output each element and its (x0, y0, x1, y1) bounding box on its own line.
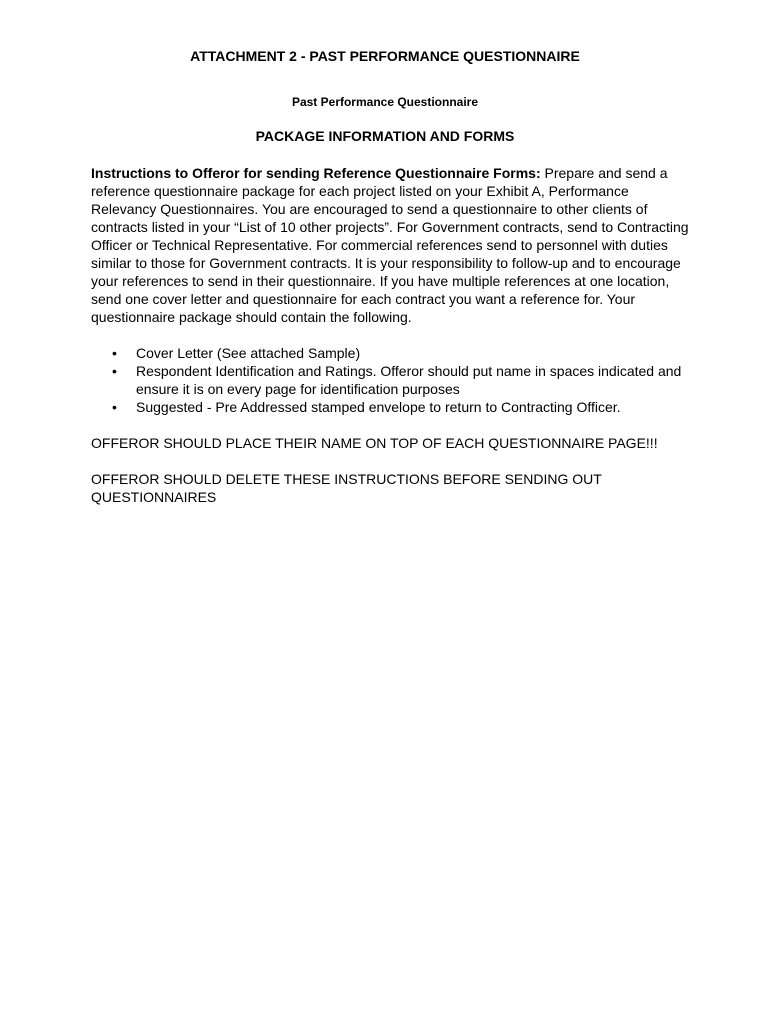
list-item (91, 344, 691, 362)
instructions-label: Instructions to Offeror for sending Reference Questionnaire Forms: (91, 165, 541, 181)
list-item (91, 362, 691, 398)
list-item (91, 398, 691, 416)
instructions-paragraph (91, 164, 691, 326)
section-heading: PACKAGE INFORMATION AND FORMS (255, 128, 515, 144)
bullet-glyph: • (112, 399, 117, 415)
notice-delete-instructions: OFFEROR SHOULD DELETE THESE INSTRUCTIONS BEFORE SENDING OUT QUESTIONNAIRES (91, 471, 602, 505)
notice-place-name: OFFEROR SHOULD PLACE THEIR NAME ON TOP OF EACH QUESTIONNAIRE PAGE!!! (91, 435, 658, 451)
bullet-glyph: • (112, 345, 117, 361)
package-contents-list (91, 344, 691, 416)
list-item-text: Cover Letter (See attached Sample) (136, 345, 361, 361)
list-item-text: Suggested - Pre Addressed stamped envelope to return to Contracting Officer. (136, 399, 621, 415)
list-item-text: Respondent Identification and Ratings. Offeror should put name in spaces indicated and ensure it is on every page for identification purposes (136, 363, 682, 397)
instructions-text: Prepare and send a reference questionnaire package for each project listed on your Exhibit A, Performance Relevancy Questionnaires. You are encouraged to send a questionnaire to other clients of contracts listed in your “List of 10 other projects”. For Government contracts, send to Contracting Officer or Technical Representative. For commercial references send to personnel with duties similar to those for Government contracts. It is your responsibility to follow-up and to encourage your references to send in their questionnaire. If you have multiple references at one location, send one cover letter and questionnaire for each contract you want a reference for. Your questionnaire package should contain the following. (91, 165, 689, 325)
bullet-glyph: • (112, 363, 117, 379)
document-subtitle: Past Performance Questionnaire (291, 95, 479, 109)
document-body (91, 164, 691, 506)
document-title: ATTACHMENT 2 - PAST PERFORMANCE QUESTIONNAIRE (190, 48, 580, 64)
